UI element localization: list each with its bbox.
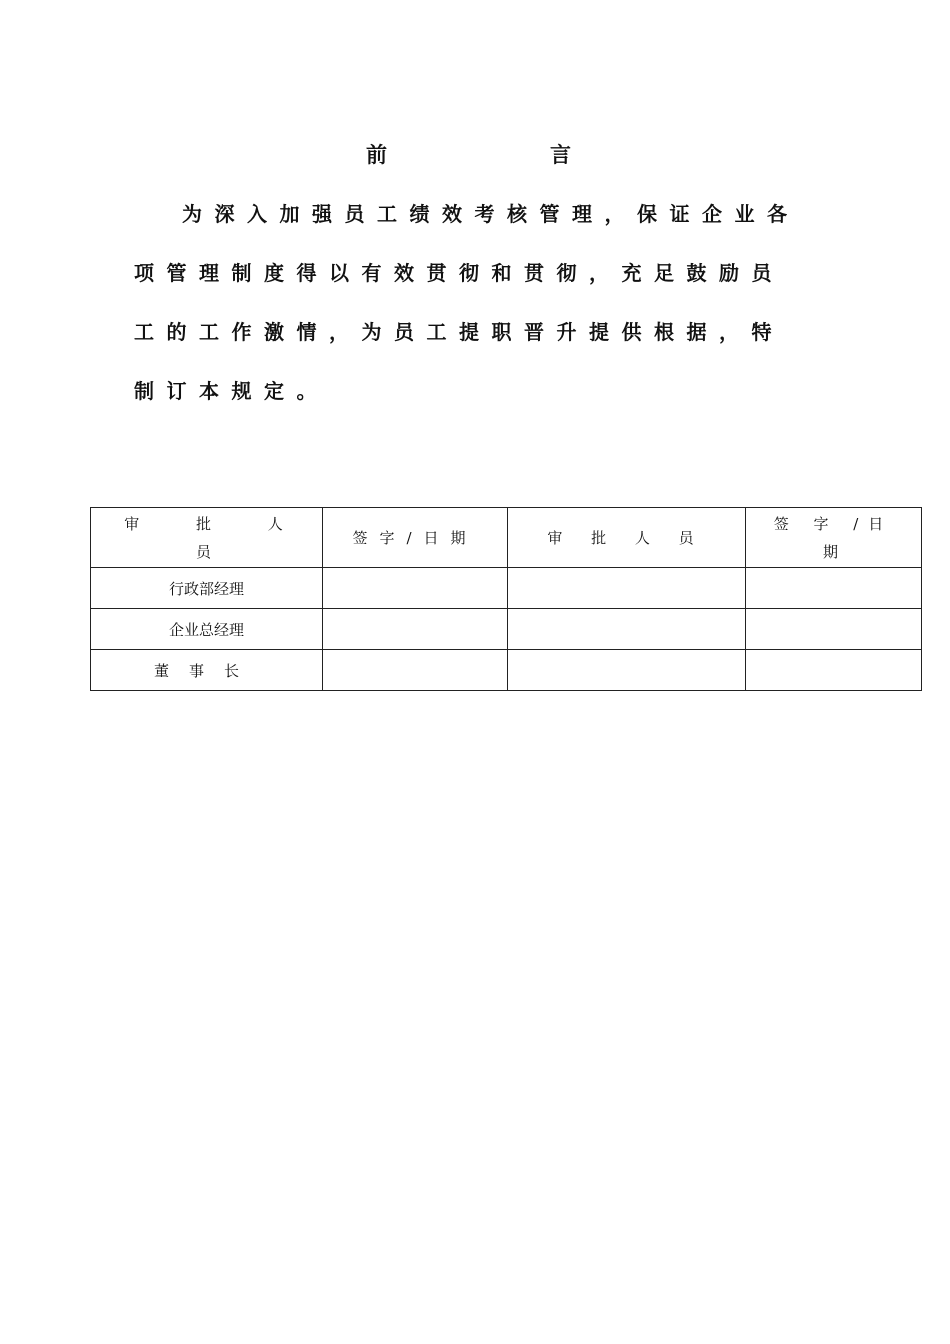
table-row [91, 650, 922, 691]
role-cell-text: 董事长 [153, 661, 259, 680]
header-approver-2 [508, 508, 746, 568]
paragraph-line-3: 工的工作激情，为员工提职晋升提供根据，特 [134, 320, 784, 344]
signature-cell[interactable] [323, 650, 508, 691]
role-cell: 企业总经理 [91, 609, 323, 650]
table-row [91, 609, 922, 650]
header-sign-date-1-text: 签字/日期 [352, 528, 478, 547]
title-part-1: 前 [366, 142, 387, 167]
signature-cell[interactable] [323, 568, 508, 609]
approval-header-row [91, 508, 922, 568]
approval-table [90, 507, 922, 691]
paragraph-line-1: 为深入加强员工绩效考核管理，保证企业各 [182, 202, 800, 226]
header-sign-date-2 [746, 508, 922, 568]
signature-cell[interactable] [323, 609, 508, 650]
paragraph-line-2: 项管理制度得以有效贯彻和贯彻，充足鼓励员 [134, 261, 784, 285]
header-approver-1 [91, 508, 323, 568]
table-row [91, 568, 922, 609]
preface-paragraph [134, 196, 814, 432]
paragraph-line-4: 制订本规定。 [134, 379, 329, 403]
title-part-2: 言 [550, 142, 571, 167]
date-cell[interactable] [746, 609, 922, 650]
header-sign-date-1 [323, 508, 508, 568]
date-cell[interactable] [746, 650, 922, 691]
role-cell [91, 650, 323, 691]
date-cell[interactable] [746, 568, 922, 609]
approver-cell[interactable] [508, 609, 746, 650]
header-approver-1-line-2: 员 [195, 542, 217, 561]
header-approver-1-line-1: 审 批 人 [124, 514, 309, 533]
header-approver-2-text: 审 批 人 员 [547, 528, 706, 547]
header-sign-date-2-line-1: 签 字 /日 [773, 514, 894, 533]
approver-cell[interactable] [508, 650, 746, 691]
document-title [0, 140, 950, 170]
role-cell: 行政部经理 [91, 568, 323, 609]
header-sign-date-2-line-2: 期 [822, 542, 844, 561]
approver-cell[interactable] [508, 568, 746, 609]
